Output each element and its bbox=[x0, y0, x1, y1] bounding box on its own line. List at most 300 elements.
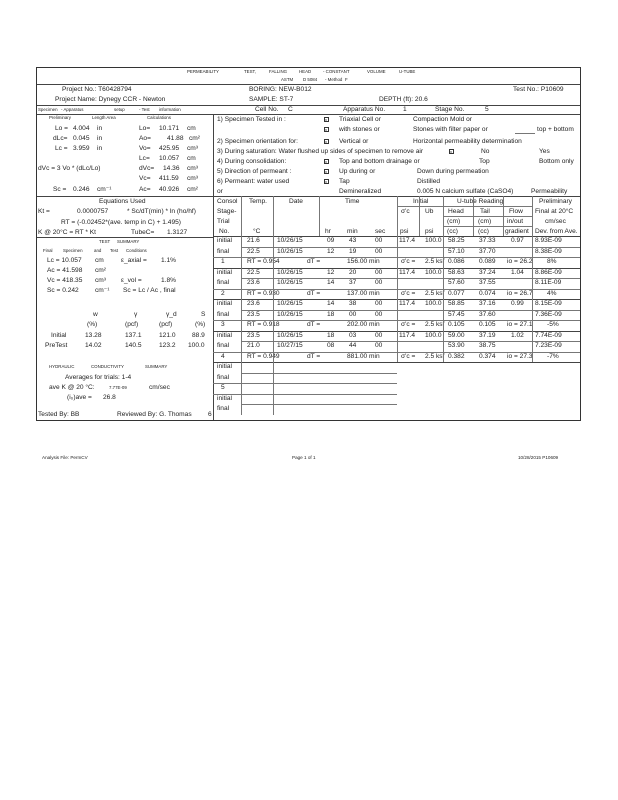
trial-3-calc-cell: -5% bbox=[547, 321, 559, 328]
trial-1-initial-cell: 100.0 bbox=[425, 237, 442, 244]
tested-by: Tested By: BB bbox=[38, 411, 80, 418]
dvc-formula: dVc = 3 Vo * (dLc/Lo) bbox=[38, 165, 101, 172]
ac-value: 40.926 bbox=[159, 186, 180, 193]
ts-lc-unit: cm bbox=[95, 257, 104, 264]
trial-4-initial-cell: 117.4 bbox=[399, 331, 416, 339]
moisture-pretest-w: 14.02 bbox=[85, 342, 102, 349]
title-head: HEAD bbox=[299, 69, 312, 74]
trial-3-calc-cell: dT = bbox=[307, 321, 321, 328]
trial-1-initial-cell: 00 bbox=[375, 237, 383, 244]
lc-unit: in bbox=[97, 145, 103, 152]
option-4b: Top bbox=[479, 158, 490, 165]
trial-3-final-cell: 18 bbox=[327, 310, 335, 318]
trial-2-initial-cell: 10/26/15 bbox=[277, 268, 303, 276]
option-5: 5) Direction of permeant : bbox=[217, 168, 292, 175]
trial-1-calc-cell: 0.086 bbox=[448, 258, 465, 265]
lo-value: 4.004 bbox=[73, 125, 90, 132]
th-gradient: gradient bbox=[505, 228, 529, 235]
hyd-io-value: 26.8 bbox=[103, 394, 116, 401]
th-inout: in/out bbox=[507, 218, 524, 225]
th-cm2: (cm) bbox=[478, 218, 492, 225]
trial-2-initial-cell: 117.4 bbox=[399, 268, 416, 276]
th-stage: Stage- bbox=[217, 208, 237, 215]
ts-conditions: Conditions bbox=[126, 248, 147, 253]
trial-3-initial-cell: initial bbox=[217, 300, 233, 307]
moisture-initial-w: 13.28 bbox=[85, 332, 102, 339]
trial-4-final-cell: 38.75 bbox=[479, 342, 496, 349]
option-4: 4) During consolidation: bbox=[217, 158, 287, 165]
mark-tap: x bbox=[325, 179, 327, 184]
trial-4-final-cell: final bbox=[217, 342, 230, 349]
trial-1-calc-cell: 156.00 min bbox=[347, 258, 380, 265]
th-consol: Consol bbox=[217, 198, 238, 205]
mark-topbottom: x bbox=[325, 159, 327, 164]
trial-4-calc-cell: 0.382 bbox=[448, 352, 465, 360]
trial-6-initial-label: initial bbox=[217, 394, 233, 402]
th-cc1: (cc) bbox=[447, 228, 458, 235]
moisture-initial-gamma: 137.1 bbox=[125, 332, 142, 339]
mark-triaxial: x bbox=[325, 117, 327, 122]
trial-2-calc-cell: 4% bbox=[547, 289, 557, 297]
th-sec: sec bbox=[375, 228, 386, 235]
trial-2-initial-cell: 58.63 bbox=[448, 268, 465, 276]
title-falling: FALLING bbox=[269, 69, 288, 74]
moisture-pretest-label: PreTest bbox=[45, 342, 68, 349]
trial-1-final-cell: 12 bbox=[327, 247, 335, 255]
vc-value: 411.59 bbox=[159, 175, 179, 182]
ts-vc: Vc = 418.35 bbox=[47, 277, 83, 284]
trial-2-final-cell: 37.55 bbox=[479, 279, 496, 286]
dvc-value: 14.36 bbox=[163, 165, 180, 172]
setup-specimen: Specimen bbox=[38, 107, 58, 112]
trial-2-initial-cell: initial bbox=[217, 268, 233, 276]
trial-5-initial-label: initial bbox=[217, 363, 233, 370]
apparatus-no-label: Apparatus No. bbox=[343, 106, 386, 113]
trial-3-initial-cell: 10/26/15 bbox=[277, 300, 303, 307]
tube-label: TubeC= bbox=[131, 229, 155, 236]
option-6b: Distilled bbox=[417, 178, 441, 185]
ao-value: 41.88 bbox=[167, 135, 184, 142]
option-3b: Yes bbox=[539, 148, 550, 155]
kt-label: Kt = bbox=[38, 208, 50, 215]
trial-2-final-cell: 14 bbox=[327, 279, 335, 286]
trial-3-initial-cell: 00 bbox=[375, 300, 383, 307]
trial-3-initial-cell: 0.99 bbox=[511, 300, 524, 307]
th-temp: Temp. bbox=[249, 198, 267, 205]
trial-1-calc-cell: σ'c = bbox=[401, 258, 416, 265]
trial-3-initial-cell: 100.0 bbox=[425, 300, 442, 307]
trial-4-final-cell: 7.23E-09 bbox=[535, 342, 562, 349]
lc2-unit: cm bbox=[187, 155, 196, 162]
setup-information: information bbox=[159, 107, 181, 112]
th-min: min bbox=[347, 228, 358, 235]
moisture-unit-gamma: (pcf) bbox=[125, 321, 139, 328]
standard-d5084: D 5084 bbox=[303, 77, 318, 82]
hyd-avek-label: ave K @ 20 °C: bbox=[49, 384, 95, 391]
moisture-unit-gamma-d: (pcf) bbox=[159, 321, 173, 328]
trial-3-final-cell: 00 bbox=[349, 310, 357, 318]
trial-4-initial-cell: 10/26/15 bbox=[277, 331, 303, 339]
mark-vertical: x bbox=[325, 139, 327, 144]
option-6: 6) Permeant: water used bbox=[217, 178, 290, 185]
dlc-unit: in bbox=[97, 135, 103, 142]
th-utube: U-tube Reading bbox=[457, 198, 504, 205]
vo-value: 425.95 bbox=[159, 145, 180, 152]
permeability-header: Permeability bbox=[531, 188, 568, 195]
th-psi2: psi bbox=[425, 228, 434, 235]
ts-eax-value: 1.1% bbox=[161, 257, 177, 264]
trial-3-calc-cell: 3 bbox=[221, 321, 225, 328]
th-trial: Trial bbox=[217, 218, 230, 225]
th-cmsec: cm/sec bbox=[545, 218, 566, 225]
trial-1-final-cell: final bbox=[217, 247, 230, 255]
test-no: Test No.: P10609 bbox=[513, 86, 564, 93]
vc-label: Vc= bbox=[139, 175, 151, 182]
trial-1-final-cell: 19 bbox=[349, 247, 357, 255]
hyd-avek-value: 7.77E-09 bbox=[109, 385, 127, 390]
vo-unit: cm³ bbox=[187, 145, 198, 152]
ts-ac: Ac = 41.598 bbox=[47, 267, 83, 274]
th-no: No. bbox=[219, 228, 230, 235]
trial-3-calc-cell: σ'c = bbox=[401, 321, 416, 328]
moisture-gamma-d: γ_d bbox=[166, 311, 177, 318]
moisture-initial-label: Initial bbox=[51, 332, 67, 339]
th-date: Date bbox=[289, 198, 303, 205]
mark-no: x bbox=[450, 149, 452, 154]
th-ub: Ub bbox=[425, 208, 434, 215]
trial-2-calc-cell: dT = bbox=[307, 289, 321, 297]
trial-4-initial-cell: initial bbox=[217, 331, 233, 339]
th-time: Time bbox=[345, 198, 360, 205]
trial-2-final-cell: 37 bbox=[349, 279, 357, 286]
trial-2-calc-cell: σ'c = bbox=[401, 289, 416, 297]
trial-4-calc-cell: 4 bbox=[221, 352, 225, 360]
hyd-io-label: (i₀)ave = bbox=[67, 394, 92, 401]
ts-eax: ε_axial = bbox=[121, 257, 147, 264]
reviewed-by: Reviewed By: G. Thomas bbox=[117, 411, 192, 418]
ts-test: Test bbox=[110, 248, 119, 253]
ts-and: and bbox=[94, 248, 102, 253]
dvc-unit: cm³ bbox=[187, 165, 198, 172]
prelim-length-area: Length Area bbox=[92, 115, 116, 120]
trial-2-calc-cell: RT = 0.930 bbox=[247, 289, 280, 297]
ts-evol: ε_vol = bbox=[121, 277, 142, 284]
trial-1-initial-cell: initial bbox=[217, 237, 233, 244]
trial-3-initial-cell: 38 bbox=[349, 300, 357, 307]
trial-4-initial-cell: 18 bbox=[327, 331, 335, 339]
moisture-pretest-s: 100.0 bbox=[188, 342, 205, 349]
trial-4-initial-cell: 23.5 bbox=[247, 331, 260, 339]
trial-2-initial-cell: 1.04 bbox=[511, 268, 524, 276]
lo2-label: Lo= bbox=[139, 125, 151, 132]
tube-value: 1.3127 bbox=[167, 229, 188, 236]
footer-date-id: 10/28/2015 P10609 bbox=[518, 455, 559, 460]
ts-specimen: Specimen bbox=[63, 248, 83, 253]
trial-1-initial-cell: 117.4 bbox=[399, 237, 416, 244]
trial-1-initial-cell: 10/26/15 bbox=[277, 237, 303, 244]
lo-unit: in bbox=[97, 125, 103, 132]
th-tail: Tail bbox=[480, 208, 490, 215]
th-preliminary: Preliminary bbox=[539, 198, 572, 205]
trial-2-final-cell: 23.6 bbox=[247, 279, 260, 286]
trial-4-final-cell: 44 bbox=[349, 342, 357, 349]
option-4a: Top and bottom drainage or bbox=[339, 158, 420, 165]
ts-sc-unit: cm⁻¹ bbox=[95, 287, 110, 294]
mark-up: x bbox=[325, 169, 327, 174]
trial-2-final-cell: 8.11E-09 bbox=[535, 279, 562, 286]
option-3: 3) During saturation: Water flushed up sides of specimen to remove air bbox=[217, 148, 424, 155]
th-head: Head bbox=[448, 208, 464, 215]
lo2-value: 10.171 bbox=[159, 125, 180, 132]
trial-4-initial-cell: 7.74E-09 bbox=[535, 331, 562, 339]
trial-4-final-cell: 08 bbox=[327, 342, 335, 349]
trial-2-initial-cell: 100.0 bbox=[425, 268, 442, 276]
trial-1-initial-cell: 09 bbox=[327, 237, 335, 244]
hyd-conductivity: CONDUCTIVITY bbox=[91, 364, 124, 369]
trial-2-initial-cell: 22.5 bbox=[247, 268, 260, 276]
lc-value: 3.959 bbox=[73, 145, 90, 152]
apparatus-no-value: 1 bbox=[403, 106, 407, 113]
th-psi1: psi bbox=[400, 228, 409, 235]
trial-3-calc-cell: io = 27.1 bbox=[507, 321, 533, 328]
th-hr: hr bbox=[325, 228, 331, 235]
setup-setup: setup bbox=[114, 107, 125, 112]
sc-label: Sc = bbox=[53, 186, 67, 193]
vc-unit: cm³ bbox=[187, 175, 198, 182]
test-summary-title-b: SUMMARY bbox=[117, 239, 140, 244]
hyd-averages: Averages for trials: 1-4 bbox=[65, 374, 132, 381]
hyd-summary: SUMMARY bbox=[145, 364, 168, 369]
trial-1-calc-cell: 8% bbox=[547, 258, 557, 265]
option-4c: Bottom only bbox=[539, 158, 574, 165]
moisture-initial-gamma-d: 121.0 bbox=[159, 332, 176, 339]
trial-1-calc-cell: io = 26.2 bbox=[507, 258, 533, 265]
option-7a: Demineralized bbox=[339, 188, 382, 195]
cell-no-label: Cell No. bbox=[255, 106, 279, 113]
trial-1-initial-cell: 43 bbox=[349, 237, 357, 244]
kt-value: 0.0000757 bbox=[77, 208, 109, 215]
trial-2-calc-cell: 0.074 bbox=[479, 289, 496, 297]
trial-4-final-cell: 00 bbox=[375, 342, 383, 349]
trial-2-calc-cell: 137.00 min bbox=[347, 289, 380, 297]
title-utube: U-TUBE bbox=[399, 69, 416, 74]
trial-2-calc-cell: 0.077 bbox=[448, 289, 465, 297]
trial-3-calc-cell: 202.00 min bbox=[347, 321, 380, 328]
trial-4-final-cell: 53.90 bbox=[448, 342, 465, 349]
kt-formula: * Sc/dT(min) * ln (ho/hf) bbox=[127, 208, 196, 215]
reviewed-code: 6 bbox=[208, 411, 212, 418]
option-2a: Vertical or bbox=[339, 138, 369, 145]
trial-2-final-cell: 57.60 bbox=[448, 279, 465, 286]
option-1b: Compaction Mold or bbox=[413, 116, 473, 123]
sc-unit: cm⁻¹ bbox=[97, 186, 112, 193]
project-no: Project No.: T60428794 bbox=[62, 86, 132, 93]
trial-1-final-cell: 8.38E-09 bbox=[535, 247, 562, 255]
th-cc2: (cc) bbox=[478, 228, 489, 235]
trial-1-initial-cell: 21.6 bbox=[247, 237, 260, 244]
trial-3-final-cell: final bbox=[217, 310, 230, 318]
trial-4-initial-cell: 100.0 bbox=[425, 331, 442, 339]
standard-method: - Method bbox=[325, 77, 343, 82]
sc-value: 0.246 bbox=[73, 186, 90, 193]
equations-title: Equations Used bbox=[99, 198, 146, 205]
th-sigc: σ'c bbox=[401, 208, 410, 215]
trial-4-calc-cell: 0.374 bbox=[479, 352, 496, 360]
test-summary-title-a: TEST bbox=[99, 239, 111, 244]
trial-1-initial-cell: 0.97 bbox=[511, 237, 524, 244]
trial-3-final-cell: 23.5 bbox=[247, 310, 260, 318]
sample: SAMPLE: ST-7 bbox=[249, 96, 294, 103]
trial-3-initial-cell: 117.4 bbox=[399, 300, 416, 307]
trial-1-calc-cell: 1 bbox=[221, 258, 225, 265]
stage-no-label: Stage No. bbox=[435, 106, 465, 113]
trial-4-calc-cell: 2.5 ksf bbox=[425, 352, 445, 360]
trial-4-final-cell: 21.0 bbox=[247, 342, 260, 349]
setup-test: - Test bbox=[139, 107, 150, 112]
trial-2-initial-cell: 12 bbox=[327, 268, 335, 276]
k20-formula: K @ 20°C = RT * Kt bbox=[38, 229, 97, 236]
trial-3-final-cell: 57.45 bbox=[448, 310, 465, 318]
lo2-unit: cm bbox=[187, 125, 196, 132]
trial-4-calc-cell: RT = 0.949 bbox=[247, 352, 280, 360]
moisture-initial-s: 88.9 bbox=[192, 332, 205, 339]
moisture-s: S bbox=[201, 311, 206, 318]
ts-lc: Lc = 10.057 bbox=[47, 257, 82, 264]
trial-2-calc-cell: 2.5 ksf bbox=[425, 289, 445, 297]
ts-vc-unit: cm³ bbox=[95, 277, 106, 284]
trial-4-calc-cell: -7% bbox=[547, 352, 559, 360]
trial-2-initial-cell: 20 bbox=[349, 268, 357, 276]
mark-stones: x bbox=[325, 127, 327, 132]
trial-5-final-label: final bbox=[217, 373, 230, 381]
vo-label: Vo= bbox=[139, 145, 151, 152]
th-temp-unit: °C bbox=[253, 228, 261, 235]
ts-final: Final bbox=[43, 248, 53, 253]
trial-1-final-cell: 00 bbox=[375, 247, 383, 255]
trial-2-initial-cell: 8.86E-09 bbox=[535, 268, 562, 276]
moisture-gamma: γ bbox=[134, 311, 138, 318]
trial-1-final-cell: 57.10 bbox=[448, 247, 465, 255]
title-permeability: PERMEABILITY bbox=[187, 69, 219, 74]
trial-3-final-cell: 37.60 bbox=[479, 310, 496, 318]
moisture-pretest-gamma: 140.5 bbox=[125, 342, 142, 349]
dlc-value: 0.045 bbox=[73, 135, 90, 142]
option-1d: Stones with filter paper or bbox=[413, 126, 488, 133]
trial-1-final-cell: 37.70 bbox=[479, 247, 496, 255]
trial-2-calc-cell: 2 bbox=[221, 289, 225, 297]
ts-ac-unit: cm² bbox=[95, 267, 106, 274]
trial-3-initial-cell: 8.15E-09 bbox=[535, 300, 562, 307]
moisture-pretest-gamma-d: 123.2 bbox=[159, 342, 176, 349]
stage-no-value: 5 bbox=[485, 106, 489, 113]
hyd-avek-unit: cm/sec bbox=[149, 384, 170, 391]
trial-4-initial-cell: 1.02 bbox=[511, 331, 524, 339]
trial-4-calc-cell: 881.00 min bbox=[347, 352, 380, 360]
option-7: or bbox=[217, 188, 223, 195]
option-3a: No bbox=[481, 148, 490, 155]
trial-2-final-cell: final bbox=[217, 279, 230, 286]
trial-3-initial-cell: 58.85 bbox=[448, 300, 465, 307]
standard-f: F bbox=[345, 77, 348, 82]
trial-1-initial-cell: 37.33 bbox=[479, 237, 496, 244]
ac-unit: cm² bbox=[187, 186, 198, 193]
trial-4-initial-cell: 37.19 bbox=[479, 331, 496, 339]
ao-unit: cm² bbox=[189, 135, 200, 142]
trial-3-calc-cell: 0.105 bbox=[448, 321, 465, 328]
cell-no-value: C bbox=[288, 106, 293, 113]
trial-3-initial-cell: 37.16 bbox=[479, 300, 496, 307]
depth: DEPTH (ft): 20.6 bbox=[379, 96, 428, 103]
option-1a: Triaxial Cell or bbox=[339, 116, 381, 123]
lo-label: Lo = bbox=[55, 125, 69, 132]
title-test: TEST, bbox=[244, 69, 256, 74]
lc2-value: 10.057 bbox=[159, 155, 180, 162]
trial-6-final-label: final bbox=[217, 405, 230, 412]
trial-1-initial-cell: 8.93E-09 bbox=[535, 237, 562, 244]
project-name: Project Name: Dynegy CCR - Newton bbox=[55, 96, 166, 103]
trial-3-final-cell: 00 bbox=[375, 310, 383, 318]
option-5b: Down during permeation bbox=[417, 168, 489, 175]
option-5a: Up during or bbox=[339, 168, 376, 175]
th-cm1: (cm) bbox=[447, 218, 461, 225]
ts-sc: Sc = 0.242 bbox=[47, 287, 79, 294]
title-constant: - CONSTANT bbox=[323, 69, 350, 74]
trial-1-calc-cell: 0.089 bbox=[479, 258, 496, 265]
trial-5-no: 5 bbox=[221, 384, 225, 391]
trial-4-calc-cell: dT = bbox=[307, 352, 321, 360]
dlc-label: dLc= bbox=[53, 135, 68, 142]
trial-1-initial-cell: 58.25 bbox=[448, 237, 465, 244]
trial-4-initial-cell: 59.00 bbox=[448, 331, 465, 339]
trial-4-calc-cell: io = 27.3 bbox=[507, 352, 533, 360]
trial-3-initial-cell: 23.6 bbox=[247, 300, 260, 307]
trial-3-calc-cell: RT = 0.918 bbox=[247, 321, 280, 328]
permeability-data-sheet bbox=[36, 67, 581, 421]
ao-label: Ao= bbox=[139, 135, 151, 142]
trial-2-initial-cell: 00 bbox=[375, 268, 383, 276]
trial-4-final-cell: 10/27/15 bbox=[277, 342, 303, 349]
option-2b: Horizontal permeability determination bbox=[413, 138, 522, 145]
option-1c: with stones or bbox=[339, 126, 380, 133]
setup-apparatus: - Apparatus bbox=[61, 107, 84, 112]
trial-2-final-cell: 10/26/15 bbox=[277, 279, 303, 286]
trial-1-final-cell: 22.5 bbox=[247, 247, 260, 255]
dvc-label: dVc= bbox=[139, 165, 155, 172]
ts-sc-formula: Sc = Lc / Ac , final bbox=[123, 287, 176, 294]
trial-2-calc-cell: io = 26.7 bbox=[507, 289, 533, 297]
trial-1-calc-cell: RT = 0.954 bbox=[247, 258, 280, 265]
trial-4-initial-cell: 03 bbox=[349, 331, 357, 339]
prelim-calculations: Calculations bbox=[147, 115, 171, 120]
title-volume: VOLUME bbox=[367, 69, 386, 74]
trial-1-calc-cell: 2.5 ksf bbox=[425, 258, 445, 265]
boring: BORING: NEW-B012 bbox=[249, 86, 312, 93]
trial-3-final-cell: 7.36E-09 bbox=[535, 310, 562, 318]
option-1e: top + bottom bbox=[537, 126, 574, 133]
moisture-w: w bbox=[93, 311, 98, 318]
trial-3-initial-cell: 14 bbox=[327, 300, 335, 307]
lc-label: Lc = bbox=[55, 145, 68, 152]
moisture-unit-w: (%) bbox=[87, 321, 98, 328]
trial-3-final-cell: 10/26/15 bbox=[277, 310, 303, 318]
footer-page: Page 1 of 1 bbox=[292, 455, 316, 460]
trial-3-calc-cell: 0.105 bbox=[479, 321, 496, 328]
th-flow: Flow bbox=[509, 208, 523, 215]
option-2: 2) Specimen orientation for: bbox=[217, 138, 298, 145]
th-initial: Initial bbox=[413, 198, 429, 205]
footer-analysis-file: Analysis File: PermCV bbox=[42, 455, 88, 460]
trial-1-calc-cell: dT = bbox=[307, 258, 321, 265]
